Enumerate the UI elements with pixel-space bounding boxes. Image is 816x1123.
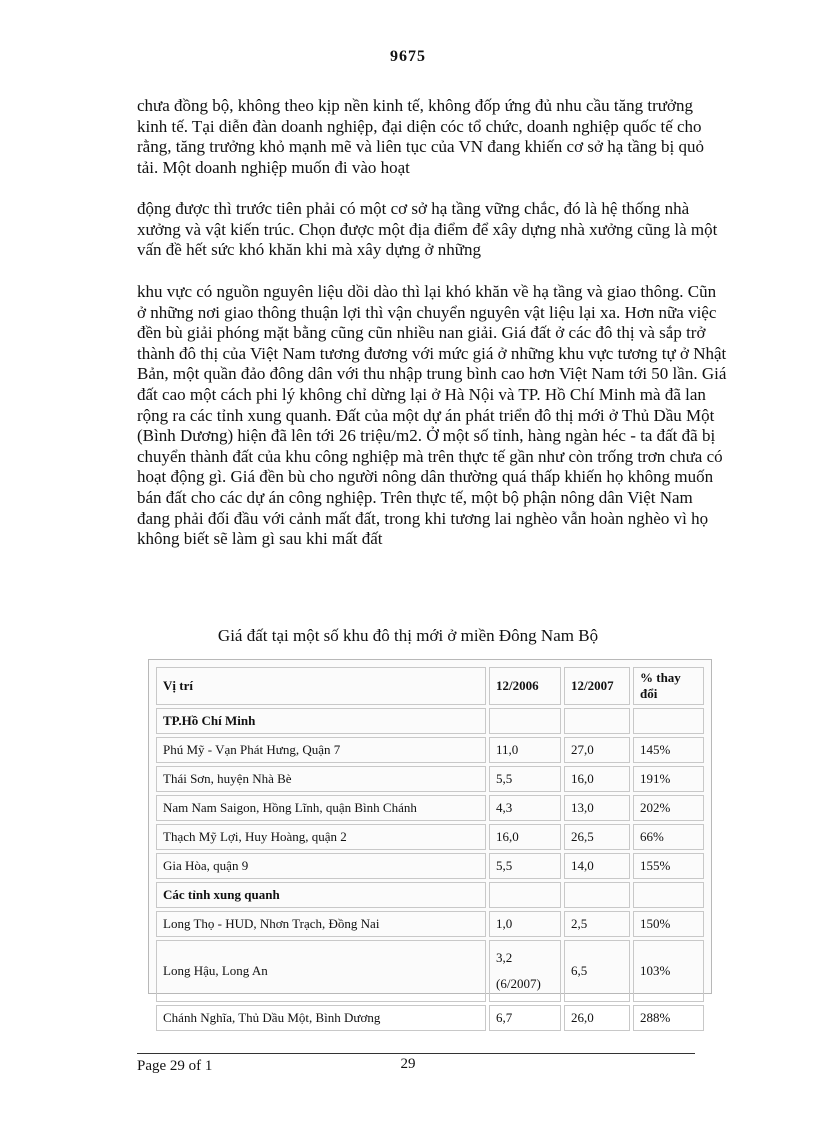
paragraph-1: chưa đồng bộ, không theo kịp nền kinh tế, không đốp ứng đủ nhu cầu tăng trưởng kinh tế. Tại diễn đàn doanh nghiệp, đại diện cóc tổ chức, doanh nghiệp quốc tế cho rằng, tăng trưởng khỏ mạnh mẽ và liên tục của VN đang khiến cơ sở hạ tầng bị quỏ tải. Một doanh nghiệp muốn đi vào hoạt	[137, 96, 704, 177]
cell-change: 155%	[633, 853, 704, 879]
cell-location: Long Thọ - HUD, Nhơn Trạch, Đồng Nai	[156, 911, 486, 937]
table-row	[156, 911, 704, 937]
cell-change: 191%	[633, 766, 704, 792]
empty-cell	[489, 708, 561, 734]
table-row	[156, 766, 704, 792]
cell-2006	[489, 940, 561, 1002]
cell-2006: 4,3	[489, 795, 561, 821]
group-label-provinces: Các tỉnh xung quanh	[156, 882, 486, 908]
cell-change: 202%	[633, 795, 704, 821]
table-header-row	[156, 667, 704, 705]
cell-location: Gia Hòa, quận 9	[156, 853, 486, 879]
paragraph-3: khu vực có nguồn nguyên liệu dồi dào thì lại khó khăn về hạ tầng và giao thông. Cũn ở những nơi giao thông thuận lợi thì vận chuyển nguyên vật liệu lại xa. Hơn nữa việc đền bù giải phóng mặt bằng cũng cũn nhiều nan giải. Giá đất ở các đô thị và sắp trở thành đô thị của Việt Nam tương đương với mức giá ở những khu vực tương tự ở Nhật Bản, một quần đảo đông dân với thu nhập trung bình cao hơn Việt Nam tới 50 lần. Giá đất cao một cách phi lý không chỉ dừng lại ở Hà Nội và TP. Hồ Chí Minh mà đã lan rộng ra các tỉnh xung quanh. Đất của một dự án phát triển đô thị mới ở Thủ Dầu Một (Bình Dương) hiện đã lên tới 26 triệu/m2. Ở một số tỉnh, hàng ngàn héc - ta đất đã bị chuyển thành đất của khu công nghiệp mà trên thực tế gần như còn trống trơn chưa có hoạt động gì. Giá đền bù cho người nông dân thường quá thấp khiến họ không muốn bán đất cho các dự án công nghiệp. Trên thực tế, một bộ phận nông dân Việt Nam đang phải đối đầu với cảnh mất đất, trong khi tương lai nghèo vẫn hoàn nghèo vì họ không biết sẽ làm gì sau khi mất đất	[137, 282, 727, 549]
empty-cell	[633, 882, 704, 908]
footer-divider	[137, 1053, 695, 1054]
group-label-hcm: TP.Hồ Chí Minh	[156, 708, 486, 734]
header-2007: 12/2007	[564, 667, 630, 705]
cell-2006: 5,5	[489, 853, 561, 879]
cell-2006: 16,0	[489, 824, 561, 850]
table-row	[156, 824, 704, 850]
empty-cell	[564, 882, 630, 908]
cell-change: 150%	[633, 911, 704, 937]
empty-cell	[633, 708, 704, 734]
group-row	[156, 708, 704, 734]
cell-2006: 6,7	[489, 1005, 561, 1031]
cell-2006: 5,5	[489, 766, 561, 792]
table-caption: Giá đất tại một số khu đô thị mới ở miền Đông Nam Bộ	[217, 626, 599, 645]
cell-change: 145%	[633, 737, 704, 763]
cell-location: Thái Sơn, huyện Nhà Bè	[156, 766, 486, 792]
cell-2007: 14,0	[564, 853, 630, 879]
table-row	[156, 1005, 704, 1031]
footer-page-label: Page 29 of 1	[137, 1058, 213, 1074]
group-row	[156, 882, 704, 908]
cell-2007: 26,5	[564, 824, 630, 850]
empty-cell	[489, 882, 561, 908]
cell-2007: 26,0	[564, 1005, 630, 1031]
cell-change: 66%	[633, 824, 704, 850]
table-row	[156, 940, 704, 1002]
land-price-table	[148, 659, 712, 1025]
empty-cell	[564, 708, 630, 734]
table-row	[156, 795, 704, 821]
cell-2006: 1,0	[489, 911, 561, 937]
footer-page-number: 29	[400, 1056, 416, 1072]
cell-2007: 2,5	[564, 911, 630, 937]
cell-2006-note: (6/2007)	[496, 976, 541, 991]
table-row	[156, 853, 704, 879]
cell-change: 103%	[633, 940, 704, 1002]
cell-location: Long Hậu, Long An	[156, 940, 486, 1002]
cell-2006: 11,0	[489, 737, 561, 763]
cell-2007: 16,0	[564, 766, 630, 792]
page-header-number: 9675	[390, 48, 426, 65]
header-2006: 12/2006	[489, 667, 561, 705]
header-change: % thay đổi	[633, 667, 704, 705]
cell-change: 288%	[633, 1005, 704, 1031]
cell-2007: 27,0	[564, 737, 630, 763]
cell-location: Nam Nam Saigon, Hồng Lĩnh, quận Bình Chánh	[156, 795, 486, 821]
paragraph-2: động được thì trước tiên phải có một cơ sở hạ tầng vững chắc, đó là hệ thống nhà xưởng và vật kiến trúc. Chọn được một địa điểm để xây dựng nhà xưởng cũng là một vấn đề hết sức khó khăn khi mà xây dựng ở những	[137, 199, 718, 260]
cell-2007: 6,5	[564, 940, 630, 1002]
cell-location: Chánh Nghĩa, Thủ Dầu Một, Bình Dương	[156, 1005, 486, 1031]
cell-2006-value: 3,2	[496, 950, 513, 965]
header-location: Vị trí	[156, 667, 486, 705]
cell-location: Thạch Mỹ Lợi, Huy Hoàng, quận 2	[156, 824, 486, 850]
cell-2007: 13,0	[564, 795, 630, 821]
table-row	[156, 737, 704, 763]
cell-location: Phú Mỹ - Vạn Phát Hưng, Quận 7	[156, 737, 486, 763]
